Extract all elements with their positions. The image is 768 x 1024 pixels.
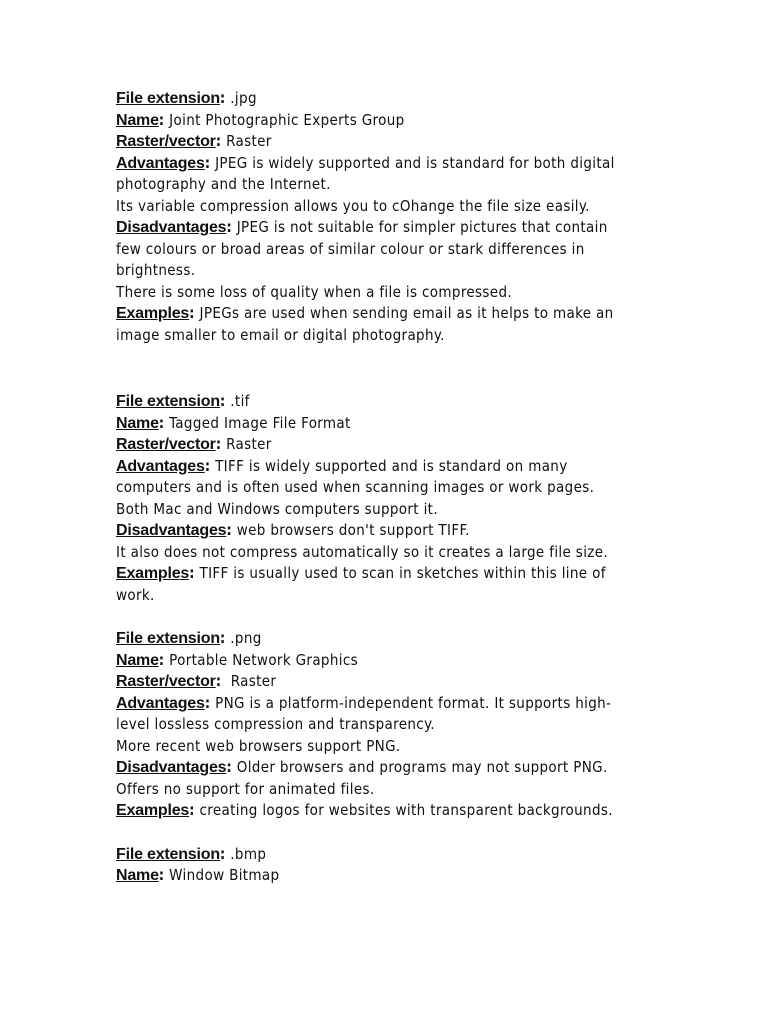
file-extension-line: File extension: .jpg xyxy=(116,89,257,107)
section-spacer xyxy=(116,346,646,391)
disadvantages-text: few colours or broad areas of similar colour or stark differences in xyxy=(116,239,585,258)
examples-label: Examples xyxy=(116,802,190,819)
advantages-text: level lossless compression and transparency. xyxy=(116,715,435,733)
file-extension-label: File extension xyxy=(116,630,220,647)
name-label: Name xyxy=(116,414,159,432)
advantages-text: PNG is a platform-independent format. It supports high- xyxy=(215,693,612,712)
disadvantages-label: Disadvantages xyxy=(116,522,227,539)
file-extension-value: .tif xyxy=(230,392,250,410)
disadvantages-line: Disadvantages: Older browsers and programs may not support PNG. xyxy=(116,758,608,776)
examples-text: TIFF is usually used to scan in sketches within this line of xyxy=(199,564,606,582)
examples-line: Examples: JPEGs are used when sending email as it helps to make an xyxy=(116,304,614,322)
section-tif xyxy=(116,391,646,606)
section-spacer xyxy=(116,606,646,628)
raster-vector-line: Raster/vector: Raster xyxy=(116,132,272,150)
name-label: Name xyxy=(116,111,159,129)
advantages-label: Advantages xyxy=(116,154,205,172)
disadvantages-line: Disadvantages: JPEG is not suitable for simpler pictures that contain xyxy=(116,218,608,236)
name-line: Name: Window Bitmap xyxy=(116,866,280,884)
document-page xyxy=(116,88,646,887)
section-spacer xyxy=(116,822,646,844)
disadvantages-text: It also does not compress automatically so it creates a large file size. xyxy=(116,542,609,561)
section-bmp xyxy=(116,844,646,887)
name-line: Name: Portable Network Graphics xyxy=(116,650,359,669)
disadvantages-line: Disadvantages: web browsers don't support TIFF. xyxy=(116,521,470,539)
disadvantages-text: There is some loss of quality when a file is compressed. xyxy=(116,282,513,301)
disadvantages-text: Offers no support for animated files. xyxy=(116,779,375,798)
raster-vector-value: Raster xyxy=(226,132,272,150)
name-label: Name xyxy=(116,651,159,669)
advantages-label: Advantages xyxy=(116,694,205,712)
raster-vector-label: Raster/vector xyxy=(116,436,216,453)
file-extension-label: File extension xyxy=(116,393,220,410)
disadvantages-text: web browsers don't support TIFF. xyxy=(236,521,470,539)
raster-vector-value: Raster xyxy=(226,435,272,453)
file-extension-line: File extension: .tif xyxy=(116,392,250,410)
raster-vector-label: Raster/vector xyxy=(116,673,216,690)
file-extension-value: .jpg xyxy=(230,89,257,107)
raster-vector-line: Raster/vector: Raster xyxy=(116,435,272,453)
advantages-label: Advantages xyxy=(116,457,205,475)
examples-text: image smaller to email or digital photography. xyxy=(116,325,445,344)
advantages-text: photography and the Internet. xyxy=(116,175,331,193)
advantages-text: Its variable compression allows you to cOhange the file size easily. xyxy=(116,196,590,215)
advantages-line: Advantages: PNG is a platform-independent format. It supports high- xyxy=(116,693,612,712)
examples-label: Examples xyxy=(116,305,190,322)
disadvantages-label: Disadvantages xyxy=(116,759,227,776)
advantages-text: Both Mac and Windows computers support it. xyxy=(116,499,438,518)
disadvantages-text: JPEG is not suitable for simpler pictures that contain xyxy=(236,218,608,236)
raster-vector-line: Raster/vector: Raster xyxy=(116,672,277,690)
advantages-line: Advantages: TIFF is widely supported and is standard on many xyxy=(116,456,568,475)
disadvantages-label: Disadvantages xyxy=(116,219,227,236)
advantages-text: More recent web browsers support PNG. xyxy=(116,736,401,755)
examples-text: creating logos for websites with transparent backgrounds. xyxy=(199,801,613,819)
advantages-line: Advantages: JPEG is widely supported and is standard for both digital xyxy=(116,153,615,172)
disadvantages-text: brightness. xyxy=(116,261,196,279)
name-value: Tagged Image File Format xyxy=(169,413,351,432)
name-line: Name: Tagged Image File Format xyxy=(116,413,351,432)
section-png xyxy=(116,628,646,822)
name-line: Name: Joint Photographic Experts Group xyxy=(116,110,405,129)
file-extension-label: File extension xyxy=(116,90,220,107)
name-value: Joint Photographic Experts Group xyxy=(169,110,405,129)
disadvantages-text: Older browsers and programs may not support PNG. xyxy=(236,758,608,776)
advantages-text: TIFF is widely supported and is standard on many xyxy=(215,456,568,475)
raster-vector-value: Raster xyxy=(226,672,277,690)
examples-text: JPEGs are used when sending email as it helps to make an xyxy=(199,304,614,322)
advantages-text: JPEG is widely supported and is standard for both digital xyxy=(215,153,615,172)
file-extension-line: File extension: .png xyxy=(116,629,262,647)
section-jpg xyxy=(116,88,646,346)
examples-line: Examples: TIFF is usually used to scan in sketches within this line of xyxy=(116,564,606,582)
examples-text: work. xyxy=(116,585,155,604)
advantages-text: computers and is often used when scanning images or work pages. xyxy=(116,478,595,496)
file-extension-value: .bmp xyxy=(230,844,267,863)
file-extension-label: File extension xyxy=(116,845,220,863)
raster-vector-label: Raster/vector xyxy=(116,133,216,150)
file-extension-value: .png xyxy=(230,629,262,647)
file-extension-line: File extension: .bmp xyxy=(116,844,267,863)
name-label: Name xyxy=(116,867,159,884)
examples-line: Examples: creating logos for websites with transparent backgrounds. xyxy=(116,801,613,819)
name-value: Portable Network Graphics xyxy=(169,650,359,669)
name-value: Window Bitmap xyxy=(169,866,280,884)
examples-label: Examples xyxy=(116,565,190,582)
